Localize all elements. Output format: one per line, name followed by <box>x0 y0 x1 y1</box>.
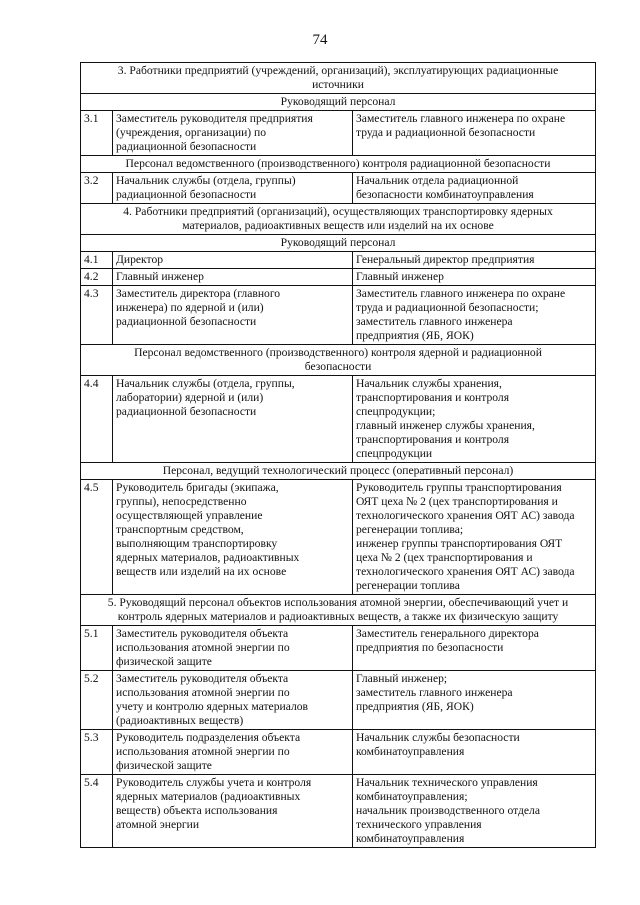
position-line: Директор <box>116 253 164 266</box>
position-line: использования атомной энергии по <box>116 641 290 654</box>
table-row <box>81 269 596 286</box>
position-line: Заместитель руководителя предприятия <box>116 112 313 125</box>
equivalent-line: труда и радиационной безопасности; <box>356 301 539 314</box>
equivalent-line: Начальник технического управления <box>356 776 538 789</box>
heading-line: 4. Работники предприятий (организаций), осуществляющих транспортировку ядерных <box>123 205 553 218</box>
equivalent-line: спецпродукции <box>356 447 433 460</box>
heading-line: контроль ядерных материалов и радиоактивных веществ, а также их физическую защиту <box>117 610 559 623</box>
equivalent-line: Генеральный директор предприятия <box>356 253 535 266</box>
equivalent-line: Начальник службы безопасности <box>356 731 520 744</box>
position-cell <box>113 252 353 269</box>
group-heading-row <box>81 94 596 111</box>
equivalent-line: предприятия (ЯБ, ЯОК) <box>356 700 474 713</box>
heading-line: Персонал ведомственного (производственного) контроля ядерной и радиационной <box>134 346 542 359</box>
row-number: 3.1 <box>81 111 113 156</box>
equivalent-line: заместитель главного инженера <box>356 686 513 699</box>
heading-line: материалов, радиоактивных веществ или изделий на их основе <box>182 219 494 232</box>
group-heading-row <box>81 463 596 480</box>
equivalent-position-cell <box>353 730 596 775</box>
position-line: лаборатории) ядерной и (или) <box>116 391 264 404</box>
equivalent-line: транспортирования и контроля <box>356 433 510 446</box>
equivalent-line: комбинатоуправления; <box>356 790 468 803</box>
equivalent-line: главный инженер службы хранения, <box>356 419 535 432</box>
position-line: (радиоактивных веществ) <box>116 714 244 727</box>
section-heading-row <box>81 595 596 626</box>
position-line: атомной энергии <box>116 818 200 831</box>
position-line: Заместитель руководителя объекта <box>116 672 289 685</box>
position-line: использования атомной энергии по <box>116 686 290 699</box>
table-row <box>81 111 596 156</box>
position-cell <box>113 671 353 730</box>
equivalent-line: Руководитель группы транспортирования <box>356 481 562 494</box>
row-number: 5.3 <box>81 730 113 775</box>
position-line: Заместитель директора (главного <box>116 287 281 300</box>
equivalent-line: Заместитель главного инженера по охране <box>356 287 566 300</box>
equivalent-line: комбинатоуправления <box>356 745 465 758</box>
table-row <box>81 626 596 671</box>
position-line: транспортным средством, <box>116 523 244 536</box>
position-line: Руководитель подразделения объекта <box>116 731 301 744</box>
position-line: веществ) объекта использования <box>116 804 278 817</box>
position-line: Заместитель руководителя объекта <box>116 627 289 640</box>
equivalent-line: Начальник отдела радиационной <box>356 174 519 187</box>
equivalent-position-cell <box>353 480 596 595</box>
equivalent-line: труда и радиационной безопасности <box>356 126 536 139</box>
row-number: 5.1 <box>81 626 113 671</box>
equivalent-line: начальник производственного отдела <box>356 804 540 817</box>
group-heading <box>81 235 596 252</box>
equivalent-position-cell <box>353 376 596 463</box>
table-row <box>81 286 596 345</box>
position-cell <box>113 730 353 775</box>
position-cell <box>113 173 353 204</box>
table-row <box>81 173 596 204</box>
equivalent-position-cell <box>353 775 596 848</box>
equivalent-line: регенерации топлива <box>356 579 460 592</box>
heading-line: 3. Работники предприятий (учреждений, организаций), эксплуатирующих радиационные <box>117 64 559 77</box>
section-heading <box>81 63 596 94</box>
equivalent-position-cell <box>353 626 596 671</box>
positions-table <box>80 62 596 848</box>
page-number: 74 <box>312 32 328 48</box>
position-line: (учреждения, организации) по <box>116 126 267 139</box>
equivalent-line: Главный инженер; <box>356 672 448 685</box>
heading-line: безопасности <box>304 360 372 373</box>
table-row <box>81 671 596 730</box>
row-number: 4.4 <box>81 376 113 463</box>
position-line: Руководитель службы учета и контроля <box>116 776 312 789</box>
position-line: осуществляющей управление <box>116 509 263 522</box>
position-cell <box>113 626 353 671</box>
group-heading-row <box>81 156 596 173</box>
equivalent-position-cell <box>353 286 596 345</box>
row-number: 4.2 <box>81 269 113 286</box>
position-line: Руководитель бригады (экипажа, <box>116 481 279 494</box>
heading-line: Руководящий персонал <box>280 95 396 108</box>
position-line: радиационной безопасности <box>116 140 257 153</box>
heading-line: Руководящий персонал <box>280 236 396 249</box>
group-heading <box>81 94 596 111</box>
position-line: Начальник службы (отдела, группы) <box>116 174 296 187</box>
positions-table-body <box>81 63 596 848</box>
heading-line: 5. Руководящий персонал объектов использования атомной энергии, обеспечивающий учет и <box>107 596 569 609</box>
position-cell <box>113 269 353 286</box>
position-line: учету и контролю ядерных материалов <box>116 700 309 713</box>
position-line: радиационной безопасности <box>116 188 257 201</box>
heading-line: Персонал, ведущий технологический процесс (оперативный персонал) <box>162 464 514 477</box>
group-heading <box>81 345 596 376</box>
equivalent-line: Заместитель главного инженера по охране <box>356 112 566 125</box>
position-line: физической защите <box>116 655 212 668</box>
position-cell <box>113 775 353 848</box>
position-cell <box>113 111 353 156</box>
group-heading <box>81 156 596 173</box>
section-heading <box>81 204 596 235</box>
row-number: 4.5 <box>81 480 113 595</box>
equivalent-line: технического управления <box>356 818 482 831</box>
position-line: радиационной безопасности <box>116 315 257 328</box>
equivalent-position-cell <box>353 111 596 156</box>
table-row <box>81 730 596 775</box>
equivalent-line: технологического хранения ОЯТ АС) завода <box>356 509 575 522</box>
group-heading-row <box>81 235 596 252</box>
equivalent-line: цеха № 2 (цех транспортирования и <box>356 551 533 564</box>
equivalent-line: спецпродукции; <box>356 405 436 418</box>
heading-line: Персонал ведомственного (производственного) контроля радиационной безопасности <box>125 157 551 170</box>
position-line: радиационной безопасности <box>116 405 257 418</box>
section-heading <box>81 595 596 626</box>
equivalent-line: безопасности комбинатоуправления <box>356 188 534 201</box>
section-heading-row <box>81 63 596 94</box>
equivalent-position-cell <box>353 671 596 730</box>
group-heading <box>81 463 596 480</box>
equivalent-position-cell <box>353 252 596 269</box>
section-heading-row <box>81 204 596 235</box>
row-number: 5.4 <box>81 775 113 848</box>
position-line: Главный инженер <box>116 270 204 283</box>
equivalent-line: инженер группы транспортирования ОЯТ <box>356 537 563 550</box>
position-cell <box>113 480 353 595</box>
equivalent-line: комбинатоуправления <box>356 832 465 845</box>
position-cell <box>113 286 353 345</box>
equivalent-line: технологического хранения ОЯТ АС) завода <box>356 565 575 578</box>
equivalent-line: предприятия (ЯБ, ЯОК) <box>356 329 474 342</box>
row-number: 3.2 <box>81 173 113 204</box>
position-line: использования атомной энергии по <box>116 745 290 758</box>
heading-line: источники <box>312 78 364 91</box>
equivalent-position-cell <box>353 173 596 204</box>
equivalent-line: транспортирования и контроля <box>356 391 510 404</box>
equivalent-line: Начальник службы хранения, <box>356 377 502 390</box>
row-number: 4.1 <box>81 252 113 269</box>
position-line: выполняющим транспортировку <box>116 537 278 550</box>
position-cell <box>113 376 353 463</box>
equivalent-line: заместитель главного инженера <box>356 315 513 328</box>
equivalent-line: ОЯТ цеха № 2 (цех транспортирования и <box>356 495 558 508</box>
group-heading-row <box>81 345 596 376</box>
equivalent-line: Заместитель генерального директора <box>356 627 539 640</box>
position-line: Начальник службы (отдела, группы, <box>116 377 295 390</box>
equivalent-position-cell <box>353 269 596 286</box>
equivalent-line: Главный инженер <box>356 270 444 283</box>
row-number: 5.2 <box>81 671 113 730</box>
position-line: инженера) по ядерной и (или) <box>116 301 264 314</box>
table-row <box>81 252 596 269</box>
equivalent-line: предприятия по безопасности <box>356 641 504 654</box>
table-row <box>81 480 596 595</box>
table-row <box>81 376 596 463</box>
table-row <box>81 775 596 848</box>
position-line: веществ или изделий на их основе <box>116 565 287 578</box>
position-line: физической защите <box>116 759 212 772</box>
position-line: ядерных материалов, радиоактивных <box>116 551 300 564</box>
position-line: группы), непосредственно <box>116 495 247 508</box>
position-line: ядерных материалов (радиоактивных <box>116 790 301 803</box>
row-number: 4.3 <box>81 286 113 345</box>
equivalent-line: регенерации топлива; <box>356 523 464 536</box>
